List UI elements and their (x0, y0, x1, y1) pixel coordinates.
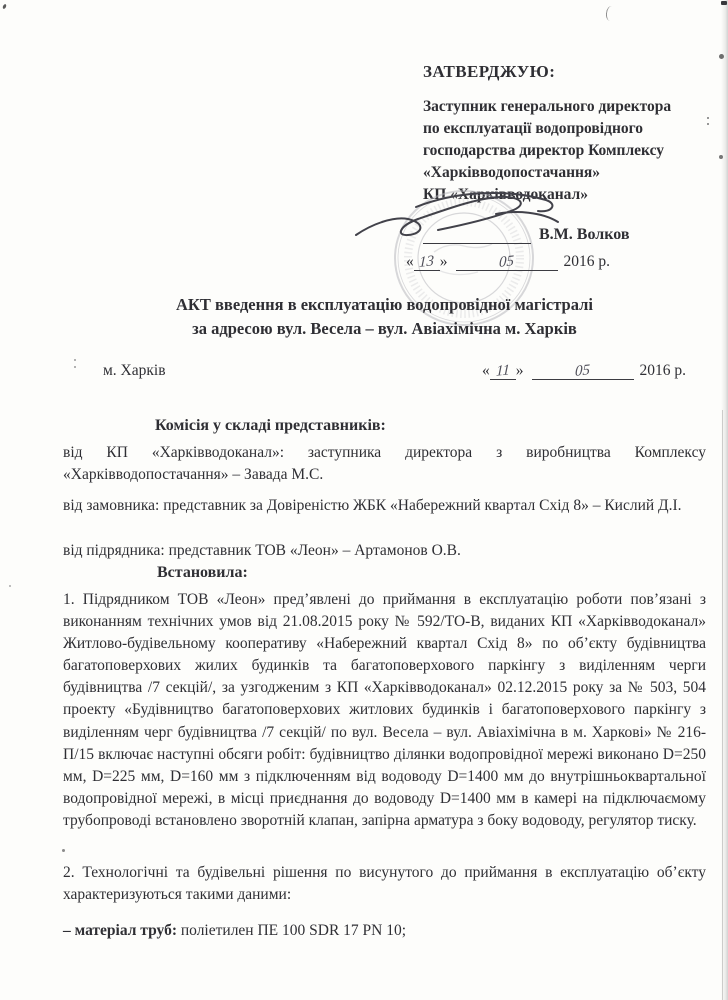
signer-name: В.М. Волков (539, 226, 630, 243)
quote-close: » (515, 362, 524, 379)
approval-date (406, 253, 610, 271)
document-place: м. Харків (103, 362, 166, 379)
material-value: поліетилен ПЕ 100 SDR 17 PN 10; (176, 922, 407, 939)
scan-speckle (62, 849, 65, 852)
scan-speckle (74, 359, 76, 361)
commission-member: від підрядника: представник ТОВ «Леон» – Артамонов О.В. (63, 542, 461, 559)
approval-heading: ЗАТВЕРДЖУЮ: (423, 62, 556, 81)
document-date (482, 362, 686, 380)
title-line-2: за адресою вул. Весела – вул. Авіахімічна м. Харків (192, 319, 577, 338)
approval-line: КП «Харківводоканал» (423, 186, 588, 203)
handwritten-month: 05 (574, 362, 591, 380)
quote-open: « (482, 362, 490, 379)
year-label: 2016 р. (563, 253, 610, 270)
commission-heading: Комісія у складі представників: (155, 417, 386, 434)
body-paragraph-2: 2. Технологічні та будівельні рішення по висунутого до приймання в експлуатацію об’єкту характеризуються такими даними: (63, 864, 706, 904)
signature-line (423, 227, 531, 244)
scan-speckle (2, 4, 7, 10)
scan-speckle (719, 54, 724, 59)
approval-line: «Харківводопостачання» (423, 164, 601, 181)
signature-scribble-icon (346, 180, 566, 258)
handwritten-month: 05 (498, 253, 515, 271)
handwritten-day: 13 (419, 253, 435, 271)
signature-row (423, 226, 629, 244)
scan-speckle (719, 155, 723, 159)
approval-line: Заступник генерального директора (423, 98, 672, 115)
scan-speckle (9, 585, 11, 587)
scan-speckle (721, 1, 727, 5)
material-label: – матеріал труб: (63, 922, 177, 939)
commission-member: від КП «Харківводоканал»: заступника директора з виробництва Комплексу «Харківводопостачання» – Завада М.С. (63, 444, 706, 483)
document-title (63, 293, 706, 341)
year-label: 2016 р. (639, 362, 686, 379)
scan-speckle (707, 117, 709, 119)
approval-line: господарства директор Комплексу (423, 142, 665, 159)
title-line-1: АКТ введення в експлуатацію водопровідної магістралі (176, 295, 593, 314)
approval-line: по експлуатації водопровідного (423, 120, 644, 137)
body-paragraph-1: 1. Підрядником ТОВ «Леон» пред’явлені до приймання в експлуатацію роботи пов’язані з виконанням технічних умов від 21.08.2015 року № 592/ТО-В, виданих КП «Харківводоканал» Житлово-будівельному кооперативу «Набережний квартал Схід 8» по об’єкту будівництва багатоповерхових жилих будинків та багатоповерхового паркінгу з виділенням черги будівництва /7 секцій/, за узгодженим з КП «Харківводоканал» 02.12.2015 року за № 503, 504 проекту «Будівництво багатоповерхових житлових будинків і багатоповерхового паркінгу з виділенням черг будівництва /7 секцій/ по вул. Весела – вул. Авіахімічна в м. Харкові» № 216-П/15 включає наступні обсяги робіт: будівництво ділянки водопровідної мережі виконано D=250 мм, D=225 мм, D=160 мм з підключенням від водоводу D=1400 мм до внутрішньоквартальної водопровідної мережі, в місці приєднання до водоводу D=1400 мм в камері на підключаємому трубопроводі встановлено зворотній клапан, запірна арматура з боку водоводу, регулятор тиску. (63, 591, 706, 829)
handwritten-day: 11 (495, 362, 510, 380)
established-heading: Встановила: (157, 564, 248, 581)
quote-open: « (406, 253, 414, 270)
scan-speckle (605, 6, 615, 22)
material-row (63, 922, 406, 940)
commission-member: від замовника: представник за Довіреністю ЖБК «Набережний квартал Схід 8» – Кислий Д.І. (63, 497, 682, 514)
quote-close: » (439, 253, 448, 270)
scan-edge-line (722, 410, 723, 1000)
